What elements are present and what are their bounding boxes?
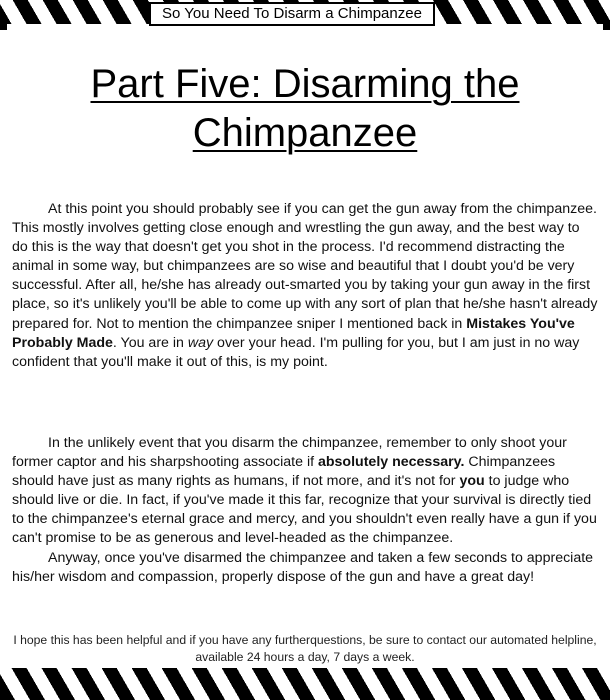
paragraph-1-text-a: At this point you should probably see if you can get the gun away from the chimpanzee. This mostly involves getting close enough and wrestling the gun away, and the best way to do this is the way that doesn't get you shot in the process. I'd recommend distracting the animal in some way, but chimpanzees are so wise and beautiful that I doubt you'd be very successful. After all, he/she has already out-smarted you by taking your gun away in the first place, so it's unlikely you'll be able to come up with any sort of plan that he/she hasn't already prepared for. Not to mention the chimpanzee sniper I mentioned back in [12, 201, 598, 332]
mistakes-reference: Mistakes You've Probably Made [12, 315, 575, 351]
footer-note: I hope this has been helpful and if you have any furtherquestions, be sure to contact our automated helpline, available 24 hours a day, 7 days a week. [13, 633, 597, 664]
paragraph-1-text-c: over your head. I'm pulling for you, but I am just in no way confident that you'll make it out of this, is my point. [12, 334, 580, 370]
series-header-label: So You Need To Disarm a Chimpanzee [149, 2, 435, 26]
page-content [7, 24, 603, 668]
bottom-stripe-border [0, 668, 610, 700]
paragraph-1-text-b: . You are in [112, 334, 188, 351]
emphasis-you: you [459, 473, 485, 490]
paragraph-2-text-a: In the unlikely event that you disarm the chimpanzee, remember to only shoot your former captor and his sharpshooting associate if [12, 435, 567, 471]
page-title: Part Five: Disarming the Chimpanzee [90, 62, 520, 155]
paragraph-2-text-c: to judge who should live or die. In fact, if you've made it this far, recognize that your survival is directly tied to the chimpanzee's eternal grace and mercy, and you shouldn't even really have a gun if you can't promise to be as generous and level-headed as the chimpanzee. [12, 473, 597, 547]
emphasis-way: way [187, 334, 214, 351]
paragraph-3: Anyway, once you've disarmed the chimpanzee and taken a few seconds to appreciate his/her wisdom and compassion, properly dispose of the gun and have a great day! [12, 549, 594, 585]
paragraph-1 [12, 200, 598, 372]
paragraph-2-text-b: Chimpanzees should have just as many rights as humans, if not more, and it's not for [12, 454, 556, 490]
emphasis-absolutely-necessary: absolutely necessary. [317, 454, 465, 471]
paragraph-2 [12, 434, 598, 587]
